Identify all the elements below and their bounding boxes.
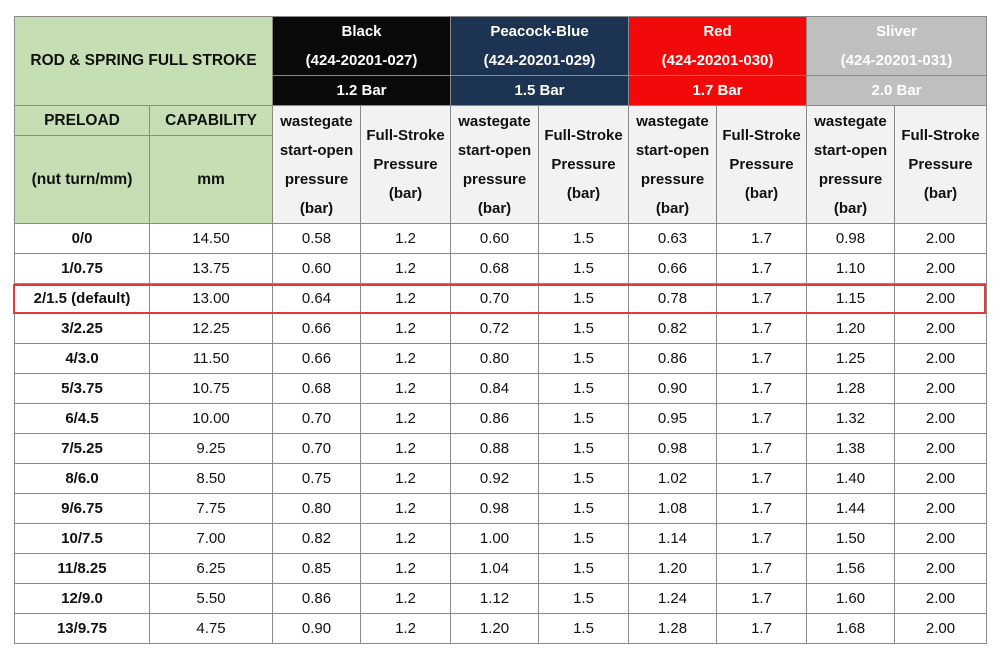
value-cell: 10.00 bbox=[150, 404, 273, 434]
value-cell: 1.68 bbox=[807, 614, 895, 644]
value-cell: 1.60 bbox=[807, 584, 895, 614]
subheader-full-stroke: Full-Stroke Pressure (bar) bbox=[717, 106, 807, 224]
preload-cell: 8/6.0 bbox=[15, 464, 150, 494]
value-cell: 2.00 bbox=[895, 314, 987, 344]
value-cell: 0.66 bbox=[629, 254, 717, 284]
table-title: ROD & SPRING FULL STROKE bbox=[15, 17, 273, 106]
value-cell: 1.24 bbox=[629, 584, 717, 614]
value-cell: 1.2 bbox=[361, 464, 451, 494]
value-cell: 1.10 bbox=[807, 254, 895, 284]
value-cell: 1.2 bbox=[361, 374, 451, 404]
value-cell: 0.86 bbox=[629, 344, 717, 374]
preload-unit: (nut turn/mm) bbox=[15, 136, 150, 224]
preload-cell: 1/0.75 bbox=[15, 254, 150, 284]
table-row bbox=[15, 494, 987, 524]
value-cell: 1.25 bbox=[807, 344, 895, 374]
preload-cell: 4/3.0 bbox=[15, 344, 150, 374]
group-name: Peacock-Blue bbox=[490, 23, 589, 40]
group-pressure: 1.7 Bar bbox=[629, 76, 807, 106]
value-cell: 1.28 bbox=[629, 614, 717, 644]
value-cell: 0.80 bbox=[273, 494, 361, 524]
value-cell: 0.90 bbox=[629, 374, 717, 404]
value-cell: 1.5 bbox=[539, 614, 629, 644]
value-cell: 1.2 bbox=[361, 284, 451, 314]
value-cell: 0.75 bbox=[273, 464, 361, 494]
value-cell: 1.7 bbox=[717, 374, 807, 404]
value-cell: 0.95 bbox=[629, 404, 717, 434]
value-cell: 0.90 bbox=[273, 614, 361, 644]
subheader-wastegate: wastegate start-open pressure (bar) bbox=[807, 106, 895, 224]
value-cell: 1.5 bbox=[539, 434, 629, 464]
group-name: Sliver bbox=[876, 23, 917, 40]
subheader-full-stroke: Full-Stroke Pressure (bar) bbox=[539, 106, 629, 224]
value-cell: 1.44 bbox=[807, 494, 895, 524]
value-cell: 1.02 bbox=[629, 464, 717, 494]
value-cell: 0.82 bbox=[629, 314, 717, 344]
group-name: Red bbox=[703, 23, 732, 40]
value-cell: 7.00 bbox=[150, 524, 273, 554]
value-cell: 1.7 bbox=[717, 224, 807, 254]
value-cell: 0.64 bbox=[273, 284, 361, 314]
value-cell: 0.70 bbox=[273, 434, 361, 464]
subheader-wastegate: wastegate start-open pressure (bar) bbox=[273, 106, 361, 224]
value-cell: 2.00 bbox=[895, 464, 987, 494]
value-cell: 1.20 bbox=[629, 554, 717, 584]
value-cell: 1.40 bbox=[807, 464, 895, 494]
table-row bbox=[15, 584, 987, 614]
group-header-red bbox=[629, 17, 807, 76]
value-cell: 0.78 bbox=[629, 284, 717, 314]
group-part-number: (424-20201-031) bbox=[840, 52, 953, 69]
value-cell: 0.92 bbox=[451, 464, 539, 494]
table-row bbox=[15, 254, 987, 284]
value-cell: 1.2 bbox=[361, 494, 451, 524]
value-cell: 1.5 bbox=[539, 314, 629, 344]
value-cell: 2.00 bbox=[895, 614, 987, 644]
value-cell: 0.85 bbox=[273, 554, 361, 584]
value-cell: 2.00 bbox=[895, 224, 987, 254]
value-cell: 1.5 bbox=[539, 284, 629, 314]
value-cell: 9.25 bbox=[150, 434, 273, 464]
group-pressure: 1.2 Bar bbox=[273, 76, 451, 106]
value-cell: 1.2 bbox=[361, 524, 451, 554]
value-cell: 1.5 bbox=[539, 254, 629, 284]
value-cell: 1.5 bbox=[539, 524, 629, 554]
value-cell: 1.12 bbox=[451, 584, 539, 614]
value-cell: 1.5 bbox=[539, 404, 629, 434]
value-cell: 1.20 bbox=[807, 314, 895, 344]
value-cell: 2.00 bbox=[895, 434, 987, 464]
preload-cell: 5/3.75 bbox=[15, 374, 150, 404]
value-cell: 0.86 bbox=[273, 584, 361, 614]
group-pressure: 1.5 Bar bbox=[451, 76, 629, 106]
preload-cell: 9/6.75 bbox=[15, 494, 150, 524]
table-row bbox=[15, 464, 987, 494]
column-header-capability: CAPABILITY bbox=[150, 106, 273, 136]
value-cell: 1.7 bbox=[717, 314, 807, 344]
value-cell: 0.98 bbox=[807, 224, 895, 254]
value-cell: 2.00 bbox=[895, 254, 987, 284]
value-cell: 1.7 bbox=[717, 434, 807, 464]
value-cell: 1.2 bbox=[361, 584, 451, 614]
table-row bbox=[15, 404, 987, 434]
value-cell: 1.7 bbox=[717, 524, 807, 554]
value-cell: 2.00 bbox=[895, 284, 987, 314]
group-part-number: (424-20201-027) bbox=[305, 52, 418, 69]
preload-cell: 12/9.0 bbox=[15, 584, 150, 614]
value-cell: 1.2 bbox=[361, 224, 451, 254]
value-cell: 1.28 bbox=[807, 374, 895, 404]
group-name: Black bbox=[341, 23, 382, 40]
preload-cell: 7/5.25 bbox=[15, 434, 150, 464]
capability-unit: mm bbox=[150, 136, 273, 224]
value-cell: 2.00 bbox=[895, 344, 987, 374]
value-cell: 1.7 bbox=[717, 614, 807, 644]
preload-cell: 13/9.75 bbox=[15, 614, 150, 644]
value-cell: 1.7 bbox=[717, 284, 807, 314]
subheader-full-stroke: Full-Stroke Pressure (bar) bbox=[895, 106, 987, 224]
value-cell: 2.00 bbox=[895, 404, 987, 434]
value-cell: 0.98 bbox=[629, 434, 717, 464]
value-cell: 2.00 bbox=[895, 554, 987, 584]
value-cell: 8.50 bbox=[150, 464, 273, 494]
value-cell: 1.7 bbox=[717, 254, 807, 284]
value-cell: 1.38 bbox=[807, 434, 895, 464]
value-cell: 0.86 bbox=[451, 404, 539, 434]
value-cell: 1.7 bbox=[717, 344, 807, 374]
value-cell: 1.5 bbox=[539, 494, 629, 524]
value-cell: 0.82 bbox=[273, 524, 361, 554]
value-cell: 0.80 bbox=[451, 344, 539, 374]
table-row bbox=[15, 344, 987, 374]
group-pressure: 2.0 Bar bbox=[807, 76, 987, 106]
value-cell: 0.63 bbox=[629, 224, 717, 254]
value-cell: 1.5 bbox=[539, 344, 629, 374]
table-row bbox=[15, 224, 987, 254]
value-cell: 1.7 bbox=[717, 404, 807, 434]
value-cell: 2.00 bbox=[895, 374, 987, 404]
value-cell: 1.50 bbox=[807, 524, 895, 554]
value-cell: 0.66 bbox=[273, 314, 361, 344]
value-cell: 6.25 bbox=[150, 554, 273, 584]
value-cell: 7.75 bbox=[150, 494, 273, 524]
preload-cell: 2/1.5 (default) bbox=[15, 284, 150, 314]
value-cell: 1.7 bbox=[717, 494, 807, 524]
value-cell: 4.75 bbox=[150, 614, 273, 644]
value-cell: 2.00 bbox=[895, 524, 987, 554]
value-cell: 1.56 bbox=[807, 554, 895, 584]
preload-cell: 3/2.25 bbox=[15, 314, 150, 344]
value-cell: 1.2 bbox=[361, 554, 451, 584]
preload-cell: 0/0 bbox=[15, 224, 150, 254]
subheader-wastegate: wastegate start-open pressure (bar) bbox=[629, 106, 717, 224]
value-cell: 2.00 bbox=[895, 584, 987, 614]
table-row bbox=[15, 434, 987, 464]
subheader-full-stroke: Full-Stroke Pressure (bar) bbox=[361, 106, 451, 224]
value-cell: 0.88 bbox=[451, 434, 539, 464]
value-cell: 1.2 bbox=[361, 614, 451, 644]
value-cell: 0.68 bbox=[273, 374, 361, 404]
value-cell: 1.5 bbox=[539, 584, 629, 614]
group-part-number: (424-20201-029) bbox=[483, 52, 596, 69]
value-cell: 13.00 bbox=[150, 284, 273, 314]
value-cell: 1.7 bbox=[717, 584, 807, 614]
value-cell: 1.7 bbox=[717, 464, 807, 494]
table-row bbox=[15, 374, 987, 404]
value-cell: 12.25 bbox=[150, 314, 273, 344]
table-row bbox=[15, 284, 987, 314]
value-cell: 1.14 bbox=[629, 524, 717, 554]
table-body bbox=[15, 224, 987, 644]
group-header-sliver bbox=[807, 17, 987, 76]
value-cell: 0.70 bbox=[451, 284, 539, 314]
value-cell: 1.32 bbox=[807, 404, 895, 434]
table-row bbox=[15, 524, 987, 554]
value-cell: 5.50 bbox=[150, 584, 273, 614]
value-cell: 1.20 bbox=[451, 614, 539, 644]
value-cell: 1.04 bbox=[451, 554, 539, 584]
group-part-number: (424-20201-030) bbox=[661, 52, 774, 69]
value-cell: 0.98 bbox=[451, 494, 539, 524]
value-cell: 0.72 bbox=[451, 314, 539, 344]
table-row bbox=[15, 614, 987, 644]
value-cell: 11.50 bbox=[150, 344, 273, 374]
preload-spec-table bbox=[14, 16, 987, 644]
subheader-wastegate: wastegate start-open pressure (bar) bbox=[451, 106, 539, 224]
value-cell: 14.50 bbox=[150, 224, 273, 254]
value-cell: 0.70 bbox=[273, 404, 361, 434]
value-cell: 1.2 bbox=[361, 434, 451, 464]
value-cell: 1.7 bbox=[717, 554, 807, 584]
group-header-black bbox=[273, 17, 451, 76]
value-cell: 10.75 bbox=[150, 374, 273, 404]
value-cell: 1.5 bbox=[539, 464, 629, 494]
value-cell: 1.5 bbox=[539, 554, 629, 584]
value-cell: 1.00 bbox=[451, 524, 539, 554]
value-cell: 0.66 bbox=[273, 344, 361, 374]
value-cell: 0.84 bbox=[451, 374, 539, 404]
value-cell: 0.60 bbox=[451, 224, 539, 254]
value-cell: 1.15 bbox=[807, 284, 895, 314]
value-cell: 1.5 bbox=[539, 374, 629, 404]
value-cell: 1.2 bbox=[361, 314, 451, 344]
value-cell: 13.75 bbox=[150, 254, 273, 284]
value-cell: 1.2 bbox=[361, 254, 451, 284]
value-cell: 1.5 bbox=[539, 224, 629, 254]
preload-cell: 11/8.25 bbox=[15, 554, 150, 584]
value-cell: 0.68 bbox=[451, 254, 539, 284]
preload-cell: 6/4.5 bbox=[15, 404, 150, 434]
column-header-preload: PRELOAD bbox=[15, 106, 150, 136]
value-cell: 1.08 bbox=[629, 494, 717, 524]
table-row bbox=[15, 314, 987, 344]
group-header-peacock-blue bbox=[451, 17, 629, 76]
preload-cell: 10/7.5 bbox=[15, 524, 150, 554]
table-row bbox=[15, 554, 987, 584]
value-cell: 1.2 bbox=[361, 344, 451, 374]
value-cell: 0.58 bbox=[273, 224, 361, 254]
value-cell: 0.60 bbox=[273, 254, 361, 284]
value-cell: 2.00 bbox=[895, 494, 987, 524]
value-cell: 1.2 bbox=[361, 404, 451, 434]
